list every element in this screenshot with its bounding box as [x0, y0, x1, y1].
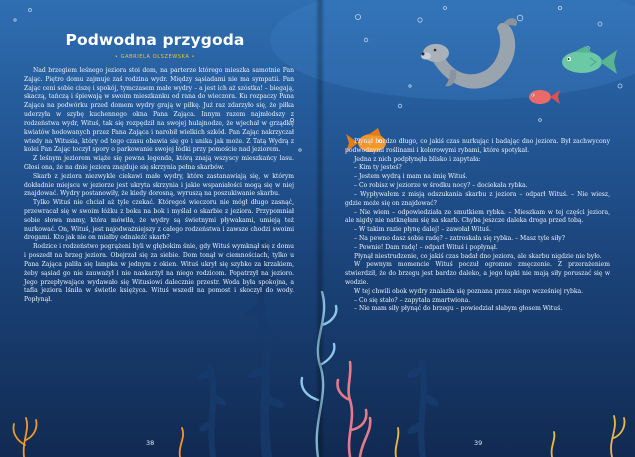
dialogue-line: – Jestem wydrą i mam na imię Wituś.	[354, 173, 468, 181]
right-page-text	[345, 138, 610, 314]
coral-orange	[13, 418, 183, 457]
story-title: Podwodna przygoda	[65, 31, 245, 49]
dialogue-line: – Wypływałem z misją odszukania skarbu z jeziora – odparł Wituś. – Nie wiesz, gdzie może się on znajdować?	[345, 190, 610, 207]
paragraph: Skarb z jeziora niezwykle ciekawi małe wydry, które zastanawiają się, w którym dokładnie miejscu w jeziorze jest ukryta skrzynia i jakie wspaniałości mogą się w niej znajdować. Wydry postanowiły, że kiedy dorosną, wyruszą na poszukiwanie skarbu.	[24, 172, 294, 198]
paragraph: W tej chwili obok wydry znalazła się poznana przez niego wcześniej rybka.	[354, 287, 584, 295]
dialogue-line: – Co się stało? – zapytała zmartwiona.	[354, 296, 471, 304]
paragraph: Płynął bardzo długo, co jakiś czas nurkując i badając dno jeziora. Był zachwycony podwodnymi roślinami i kolorowymi rybami, które spotykał.	[345, 138, 610, 154]
seaweed-dark-right	[405, 360, 440, 457]
left-page-text	[24, 67, 294, 305]
page-number-left: 38	[146, 439, 155, 447]
seaweed-gold	[396, 416, 625, 457]
paragraph: Nad brzegiem leśnego jeziora stoi dom, na parterze którego mieszka samotnie Pan Zając. Piętro domu zajmuje zaś rodzina wydr. Między sąsiadami nie ma sympatii. Pan Zając ceni sobie ciszę i spokój, tymczasem małe wydry – a jest ich aż szóstka! – biegają, skaczą, tańczą i śpiewają w swoim mieszkanku od rana do wieczora. Ku rozpaczy Pana Zająca na podwórku przed domem wydry grają w piłkę. Już raz zdarzyło się, że piłka uderzyła w szybę kuchennego okna Pana Zająca. Innym razem najmłodszy z rodzeństwa wydr, Wituś, tak się rozpędził na swojej hulajnodze, że wjechał w grządkę kwiatów hodowanych przez Pana Zająca i narobił wielkich szkód. Pan Zając nakrzyczał wtedy na Witusia, który od tego czasu obawia się go i unika jak może. Z Tatą Wydrą z kolei Pan Zając toczył spory o parkowanie swojej łódki przy pomoście nad jeziorem.	[24, 67, 294, 154]
dialogue-line: – Nie mam siły płynąć do brzegu – powiedział słabym głosem Wituś.	[354, 305, 563, 313]
dialogue-line: – W takim razie płynę dalej! – zawołał Wituś.	[354, 226, 491, 234]
paragraph: Jedna z nich podpłynęła blisko i zapytała:	[354, 155, 481, 163]
paragraph: Z leśnym jeziorem wiąże się pewna legenda, którą znają wszyscy mieszkańcy lasu. Głosi ona, że na dnie jeziora znajduje się skrzynia pełna skarbów.	[24, 155, 294, 171]
paragraph: W pewnym momencie Wituś poczuł ogromne zmęczenie. Z przerażeniem stwierdził, że do brzegu jest bardzo daleko, a jego łapki nie mają siły poruszać się w wodzie.	[345, 261, 610, 286]
dialogue-line: – Pewnie! Dam radę! – odparł Wituś i popłynął.	[354, 243, 498, 251]
seaweed-pink	[338, 362, 371, 457]
dialogue-line: – Nie wiem – odpowiedziała ze smutkiem rybka. – Mieszkam w tej części jeziora, ale nigdy nie natknęłam się na skarb. Chyba jeszcze daleka droga przed tobą.	[345, 208, 610, 225]
paragraph: Rodzice i rodzeństwo pogrążeni byli w głębokim śnie, gdy Wituś wymknął się z domu i poszedł na brzeg jeziora. Obejrzał się za siebie. Dom tonął w ciemnościach, tylko u Pana Zająca paliła się lampka w jednym z okien. Wituś ukrył się szybko za krzakiem, żeby sąsiad go nie zauważył i nie naskarżył na niego rodzicom. Popatrzył na jezioro. Jego przepływające wydawało się Witusiowi dalecznie przestr. Woda była spokojna, a tafla jeziora lśniła w świetle księżyca. Wituś wszedł na pomost i skoczył do wody. Popłynął.	[24, 243, 294, 304]
book-gutter-shadow	[315, 0, 325, 457]
paragraph: Tylko Wituś nie chciał aż tyle czekać. Któregoś wieczoru nie mógł długo zasnąć, przewracał się w swoim łóżku z boku na bok i myślał o skarbie z jeziora. Przypomniał sobie słowa mamy, która mówiła, że wydry są świetnymi pływakami, umieją też nurkować. On, Wituś, jest najodważniejszy z całego rodzeństwa i zawsze chodzi swoimi drogami. Kto jak nie on miałby odnaleźć skarb?	[24, 199, 294, 242]
paragraph: Płynął niestrudzenie, co jakiś czas badał dno jeziora, ale skarbu nigdzie nie było.	[354, 252, 602, 260]
page-number-right: 39	[474, 439, 483, 447]
dialogue-line: – Na pewno dasz sobie radę? – zatroskała się rybka. – Masz tyle siły?	[354, 234, 565, 242]
dialogue-line: – Kim ty jesteś?	[354, 164, 402, 172]
dialogue-line: – Co robisz w jeziorze w środku nocy? – dociekała rybka.	[354, 182, 528, 190]
author-name: • GABRIELA OLSZEWSKA •	[114, 54, 196, 60]
